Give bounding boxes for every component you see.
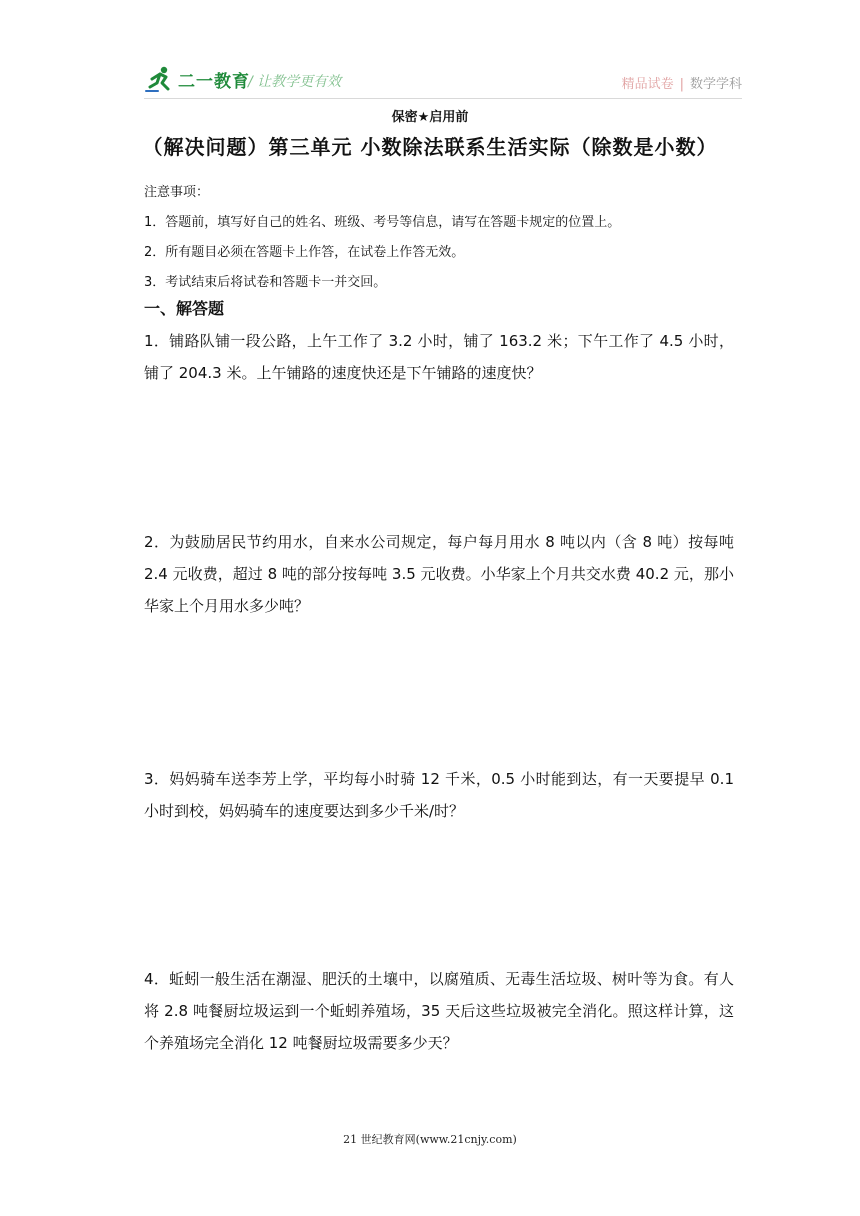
logo [144, 64, 250, 94]
secret-label: 保密★启用前 [391, 110, 469, 125]
header-premium-label: 精品试卷 [621, 77, 674, 92]
page-header [144, 64, 742, 100]
header-divider [144, 98, 742, 99]
header-right [622, 73, 742, 92]
section-title: 一、解答题 [144, 299, 225, 318]
question-2: 2．为鼓励居民节约用水，自来水公司规定，每户每月用水 8 吨以内（含 8 吨）按每吨 2.4 元收费，超过 8 吨的部分按每吨 3.5 元收费。小华家上个月共交水费 40.2 元，那小华家上个月用水多少吨？ [144, 533, 734, 615]
note-item: 3．考试结束后将试卷和答题卡一并交回。 [144, 275, 387, 290]
page-footer: 21 世纪教育网(www.21cnjy.com) [343, 1133, 517, 1146]
note-item: 1．答题前，填写好自己的姓名、班级、考号等信息，请写在答题卡规定的位置上。 [144, 215, 621, 230]
runner-logo-icon [144, 65, 176, 93]
note-item: 2．所有题目必须在答题卡上作答，在试卷上作答无效。 [144, 245, 465, 260]
header-subject-label: 数学学科 [689, 77, 742, 92]
notes [144, 178, 620, 298]
logo-text: 二一教育 [178, 71, 250, 92]
question-4: 4．蚯蚓一般生活在潮湿、肥沃的土壤中，以腐殖质、无毒生活垃圾、树叶等为食。有人将 2.8 吨餐厨垃圾运到一个蚯蚓养殖场，35 天后这些垃圾被完全消化。照这样计算，这个养殖场完全消化 12 吨餐厨垃圾需要多少天？ [144, 970, 734, 1052]
question-1: 1．铺路队铺一段公路，上午工作了 3.2 小时，铺了 163.2 米；下午工作了 4.5 小时，铺了 204.3 米。上午铺路的速度快还是下午铺路的速度快？ [144, 332, 734, 382]
page-title: （解决问题）第三单元 小数除法联系生活实际（除数是小数） [142, 135, 718, 159]
question-3: 3．妈妈骑车送李芳上学，平均每小时骑 12 千米，0.5 小时能到达，有一天要提早 0.1 小时到校，妈妈骑车的速度要达到多少千米/时？ [144, 770, 734, 820]
notes-heading: 注意事项： [144, 185, 210, 200]
slogan: / 让教学更有效 [248, 74, 342, 90]
header-separator: | [679, 77, 684, 92]
